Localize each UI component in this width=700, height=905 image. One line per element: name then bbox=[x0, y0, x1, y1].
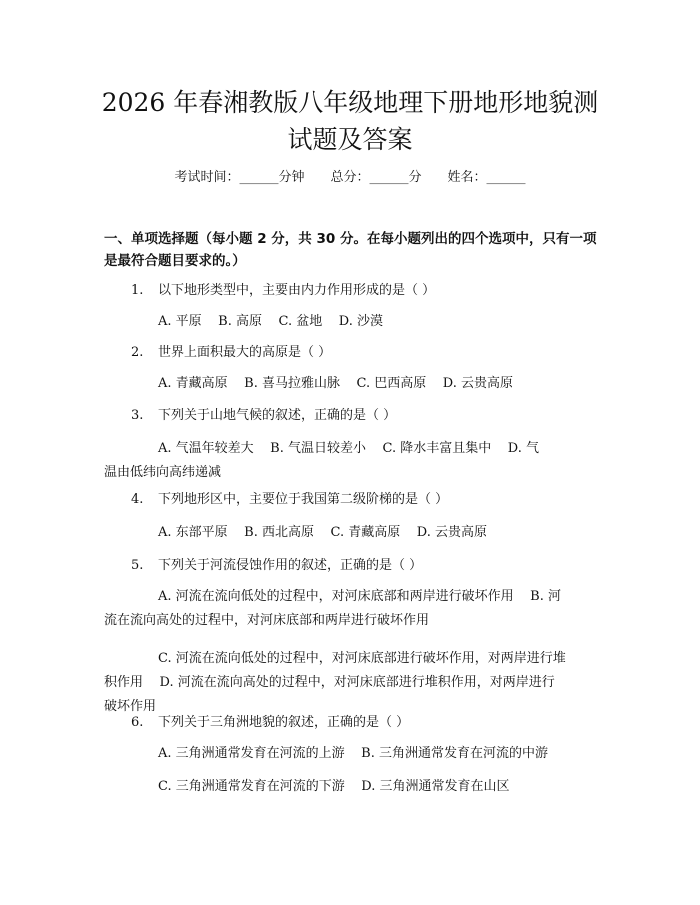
options-line: A. 东部平原 B. 西北高原 C. 青藏高原 D. 云贵高原 bbox=[158, 525, 488, 540]
question-3-options bbox=[104, 437, 600, 485]
question-5-options-b bbox=[104, 647, 600, 719]
question-number: 5. bbox=[131, 558, 144, 573]
options-line: A. 平原 B. 高原 C. 盆地 D. 沙漠 bbox=[158, 314, 384, 329]
question-text: 下列关于三角洲地貌的叙述，正确的是（ ） bbox=[158, 715, 410, 730]
question-number: 1. bbox=[131, 283, 144, 298]
document-title bbox=[80, 84, 620, 158]
question-6-options bbox=[104, 742, 600, 766]
exam-name: 姓名：______ bbox=[447, 170, 526, 185]
question-4-options bbox=[104, 521, 600, 545]
question-text: 下列关于山地气候的叙述，正确的是（ ） bbox=[158, 408, 397, 423]
question-number: 2. bbox=[131, 345, 144, 360]
question-text: 世界上面积最大的高原是（ ） bbox=[158, 345, 332, 360]
question-text: 以下地形类型中，主要由内力作用形成的是（ ） bbox=[158, 283, 436, 298]
question-1-options bbox=[104, 310, 600, 334]
section-heading bbox=[104, 228, 600, 272]
question-number: 6. bbox=[131, 715, 144, 730]
question-text: 下列关于河流侵蚀作用的叙述，正确的是（ ） bbox=[158, 558, 423, 573]
question-text: 下列地形区中，主要位于我国第二级阶梯的是（ ） bbox=[158, 492, 449, 507]
question-5-stem bbox=[104, 555, 600, 577]
question-5-options bbox=[104, 585, 600, 633]
question-2-stem bbox=[104, 342, 600, 364]
exam-time: 考试时间：______分钟 bbox=[174, 170, 305, 185]
question-3-stem bbox=[104, 405, 600, 427]
section-heading-line-2: 是最符合题目要求的。） bbox=[104, 253, 246, 269]
options-line: A. 气温年较差大 B. 气温日较差小 C. 降水丰富且集中 D. 气 bbox=[158, 441, 540, 456]
options-line: A. 青藏高原 B. 喜马拉雅山脉 C. 巴西高原 D. 云贵高原 bbox=[158, 376, 514, 391]
question-number: 3. bbox=[131, 408, 144, 423]
question-1-stem bbox=[104, 280, 600, 302]
question-number: 4. bbox=[131, 492, 144, 507]
question-6-options-b bbox=[104, 775, 600, 799]
options-line: C. 三角洲通常发育在河流的下游 D. 三角洲通常发育在山区 bbox=[158, 779, 510, 794]
exam-meta bbox=[0, 169, 700, 187]
question-2-options bbox=[104, 372, 600, 396]
exam-score: 总分：______分 bbox=[330, 170, 422, 185]
question-6-stem bbox=[104, 712, 600, 734]
options-line-cont: 温由低纬向高纬递减 bbox=[104, 465, 222, 480]
options-line: A. 三角洲通常发育在河流的上游 B. 三角洲通常发育在河流的中游 bbox=[158, 746, 549, 761]
options-line-cont: 积作用 D. 河流在流向高处的过程中，对河床底部进行堆积作用，对两岸进行 bbox=[104, 675, 555, 690]
title-line-1: 2026 年春湘教版八年级地理下册地形地貌测 bbox=[101, 88, 599, 117]
options-line-cont: 流在流向高处的过程中，对河床底部和两岸进行破坏作用 bbox=[104, 613, 430, 628]
options-line: C. 河流在流向低处的过程中，对河床底部进行破坏作用，对两岸进行堆 bbox=[158, 651, 566, 666]
options-line-cont: 破坏作用 bbox=[104, 699, 157, 714]
section-heading-line-1: 一、单项选择题（每小题 2 分，共 30 分。在每小题列出的四个选项中，只有一项 bbox=[104, 231, 597, 247]
title-line-2: 试题及答案 bbox=[287, 125, 413, 154]
options-line: A. 河流在流向低处的过程中，对河床底部和两岸进行破坏作用 B. 河 bbox=[158, 589, 562, 604]
question-4-stem bbox=[104, 489, 600, 511]
